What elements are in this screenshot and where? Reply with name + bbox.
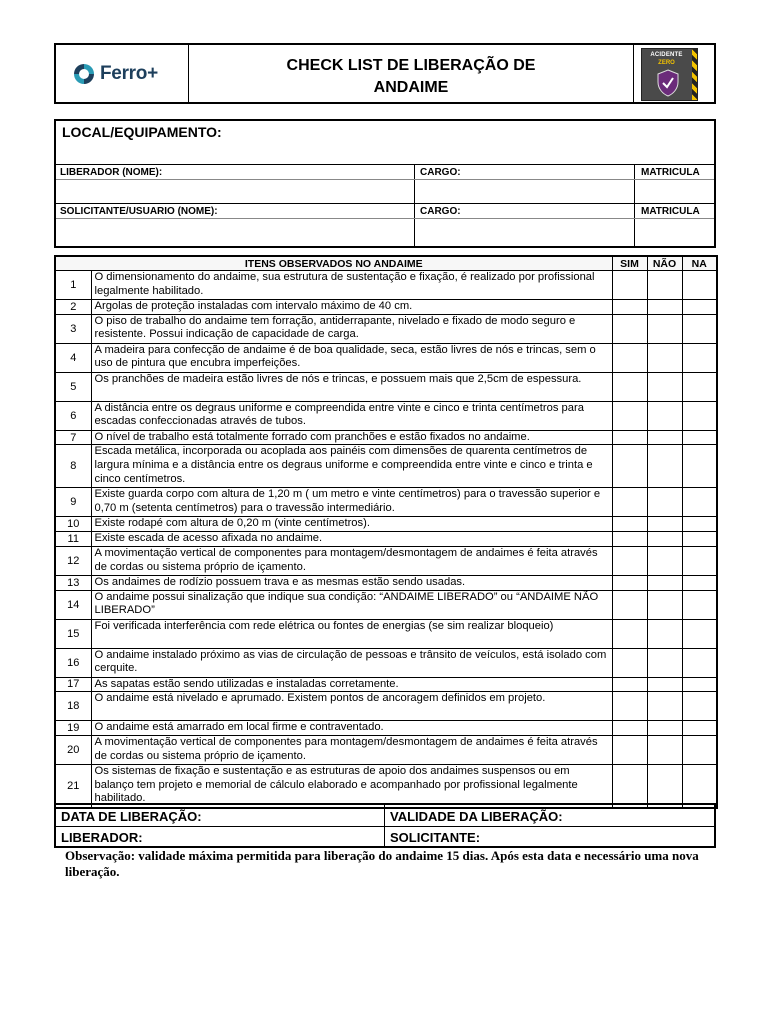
item-number: 19 [55, 721, 91, 736]
na-checkbox-cell[interactable] [682, 488, 717, 517]
item-number: 18 [55, 692, 91, 721]
table-row [55, 721, 717, 736]
item-description: A movimentação vertical de componentes para montagem/desmontagem de andaimes é feita através de cordas ou sistema próprio de içamento. [91, 546, 612, 575]
item-number: 6 [55, 401, 91, 430]
solicitante-name-label: SOLICITANTE/USUARIO (NOME): [60, 206, 218, 217]
matricula-label-1: MATRICULA [641, 167, 700, 178]
item-number: 13 [55, 575, 91, 590]
item-description: Os andaimes de rodízio possuem trava e as mesmas estão sendo usadas. [91, 575, 612, 590]
badge-text-1: ACIDENTE [650, 52, 683, 58]
local-label: LOCAL/EQUIPAMENTO: [62, 124, 222, 140]
table-header-row [55, 256, 717, 271]
nao-checkbox-cell[interactable] [647, 401, 682, 430]
table-row [55, 619, 717, 648]
company-logo [72, 62, 158, 86]
sim-checkbox-cell[interactable] [612, 619, 647, 648]
nao-checkbox-cell[interactable] [647, 575, 682, 590]
sim-header: SIM [612, 256, 647, 271]
table-row [55, 372, 717, 401]
item-number: 2 [55, 300, 91, 315]
nao-checkbox-cell[interactable] [647, 590, 682, 619]
na-checkbox-cell[interactable] [682, 343, 717, 372]
nao-checkbox-cell[interactable] [647, 372, 682, 401]
validade-liberacao-label: VALIDADE DA LIBERAÇÃO: [390, 809, 563, 824]
sim-checkbox-cell[interactable] [612, 300, 647, 315]
item-description: Existe guarda corpo com altura de 1,20 m ( um metro e vinte centímetros) para o travessão superior e 0,70 m (setenta centímetros) para o travessão intermediário. [91, 488, 612, 517]
sim-checkbox-cell[interactable] [612, 401, 647, 430]
na-checkbox-cell[interactable] [682, 590, 717, 619]
acidente-zero-badge [641, 48, 698, 101]
item-number: 4 [55, 343, 91, 372]
item-description: Os sistemas de fixação e sustentação e as estruturas de apoio dos andaimes suspensos ou em balanço tem projeto e memorial de cálculo elaborado e acompanhado por profissional legalmente habilitado. [91, 764, 612, 808]
na-checkbox-cell[interactable] [682, 546, 717, 575]
item-description: A madeira para confecção de andaime é de boa qualidade, seca, estão livres de nós e trincas, sem o uso de pintura que encubra imperfeições. [91, 343, 612, 372]
item-number: 15 [55, 619, 91, 648]
sim-checkbox-cell[interactable] [612, 575, 647, 590]
item-description: Os pranchões de madeira estão livres de nós e trincas, e possuem mais que 2,5cm de espessura. [91, 372, 612, 401]
divider [384, 805, 385, 846]
na-checkbox-cell[interactable] [682, 532, 717, 547]
title-line-1: CHECK LIST DE LIBERAÇÃO DE [286, 57, 536, 74]
table-row [55, 430, 717, 445]
na-checkbox-cell[interactable] [682, 764, 717, 808]
brand-name: Ferro+ [100, 63, 158, 84]
table-row [55, 300, 717, 315]
item-description: As sapatas estão sendo utilizadas e instaladas corretamente. [91, 677, 612, 692]
item-number: 12 [55, 546, 91, 575]
nao-checkbox-cell[interactable] [647, 692, 682, 721]
item-description: A distância entre os degraus uniforme e compreendida entre vinte e cinco e trinta centímetros para escadas confeccionadas através de tubos. [91, 401, 612, 430]
table-row [55, 314, 717, 343]
form-header [54, 43, 716, 104]
item-description: O andaime está amarrado em local firme e contraventado. [91, 721, 612, 736]
divider [414, 164, 415, 246]
hazard-stripe [692, 49, 697, 100]
nao-checkbox-cell[interactable] [647, 619, 682, 648]
nao-checkbox-cell[interactable] [647, 764, 682, 808]
na-checkbox-cell[interactable] [682, 735, 717, 764]
divider [56, 179, 714, 180]
nao-checkbox-cell[interactable] [647, 546, 682, 575]
na-checkbox-cell[interactable] [682, 648, 717, 677]
nao-checkbox-cell[interactable] [647, 430, 682, 445]
nao-checkbox-cell[interactable] [647, 314, 682, 343]
nao-checkbox-cell[interactable] [647, 532, 682, 547]
item-description: Existe rodapé com altura de 0,20 m (vinte centímetros). [91, 517, 612, 532]
sim-checkbox-cell[interactable] [612, 648, 647, 677]
sim-checkbox-cell[interactable] [612, 314, 647, 343]
item-description: O andaime possui sinalização que indique sua condição: “ANDAIME LIBERADO” ou “ANDAIME NÃO LIBERADO” [91, 590, 612, 619]
sim-checkbox-cell[interactable] [612, 372, 647, 401]
sim-checkbox-cell[interactable] [612, 692, 647, 721]
sim-checkbox-cell[interactable] [612, 764, 647, 808]
na-checkbox-cell[interactable] [682, 271, 717, 300]
item-description: O dimensionamento do andaime, sua estrutura de sustentação e fixação, é realizado por profissional legalmente habilitado. [91, 271, 612, 300]
matricula-label-2: MATRICULA [641, 206, 700, 217]
na-checkbox-cell[interactable] [682, 314, 717, 343]
table-row [55, 764, 717, 808]
nao-checkbox-cell[interactable] [647, 677, 682, 692]
item-description: O nível de trabalho está totalmente forrado com pranchões e estão fixados no andaime. [91, 430, 612, 445]
na-checkbox-cell[interactable] [682, 575, 717, 590]
sim-checkbox-cell[interactable] [612, 343, 647, 372]
item-description: Foi verificada interferência com rede elétrica ou fontes de energias (se sim realizar bloqueio) [91, 619, 612, 648]
badge-text-2: ZERO [658, 60, 675, 66]
liberador-name-label: LIBERADOR (NOME): [60, 167, 163, 178]
na-checkbox-cell[interactable] [682, 445, 717, 488]
sim-checkbox-cell[interactable] [612, 546, 647, 575]
release-block [54, 803, 716, 848]
nao-checkbox-cell[interactable] [647, 735, 682, 764]
table-row [55, 488, 717, 517]
item-number: 17 [55, 677, 91, 692]
badge-cell [633, 45, 714, 102]
item-description: A movimentação vertical de componentes para montagem/desmontagem de andaimes é feita através de cordas ou sistema próprio de içamento. [91, 735, 612, 764]
sim-checkbox-cell[interactable] [612, 271, 647, 300]
observation-note: Observação: validade máxima permitida para liberação do andaime 15 dias. Após esta data e necessário uma nova liberação. [65, 848, 699, 879]
items-header: ITENS OBSERVADOS NO ANDAIME [55, 256, 612, 271]
item-number: 3 [55, 314, 91, 343]
na-checkbox-cell[interactable] [682, 401, 717, 430]
nao-checkbox-cell[interactable] [647, 343, 682, 372]
table-row [55, 343, 717, 372]
na-header: NA [682, 256, 717, 271]
liberador-signature-label: LIBERADOR: [61, 830, 143, 845]
data-liberacao-label: DATA DE LIBERAÇÃO: [61, 809, 202, 824]
logo-cell [56, 45, 189, 102]
solicitante-signature-label: SOLICITANTE: [390, 830, 481, 845]
na-checkbox-cell[interactable] [682, 721, 717, 736]
table-row [55, 677, 717, 692]
sim-checkbox-cell[interactable] [612, 735, 647, 764]
divider [634, 164, 635, 246]
table-row [55, 692, 717, 721]
item-number: 21 [55, 764, 91, 808]
sim-checkbox-cell[interactable] [612, 721, 647, 736]
table-row [55, 532, 717, 547]
table-row [55, 546, 717, 575]
sim-checkbox-cell[interactable] [612, 532, 647, 547]
item-number: 7 [55, 430, 91, 445]
na-checkbox-cell[interactable] [682, 300, 717, 315]
item-number: 8 [55, 445, 91, 488]
na-checkbox-cell[interactable] [682, 692, 717, 721]
item-description: O andaime está nivelado e aprumado. Existem pontos de ancoragem definidos em projeto. [91, 692, 612, 721]
nao-checkbox-cell[interactable] [647, 271, 682, 300]
item-number: 5 [55, 372, 91, 401]
item-number: 9 [55, 488, 91, 517]
nao-checkbox-cell[interactable] [647, 721, 682, 736]
item-description: O andaime instalado próximo as vias de circulação de pessoas e trânsito de veículos, está isolado com cerquite. [91, 648, 612, 677]
sim-checkbox-cell[interactable] [612, 677, 647, 692]
nao-checkbox-cell[interactable] [647, 300, 682, 315]
na-checkbox-cell[interactable] [682, 517, 717, 532]
page-title [189, 55, 633, 99]
identification-block [54, 119, 716, 248]
sim-checkbox-cell[interactable] [612, 590, 647, 619]
sim-checkbox-cell[interactable] [612, 517, 647, 532]
nao-checkbox-cell[interactable] [647, 445, 682, 488]
sim-checkbox-cell[interactable] [612, 430, 647, 445]
nao-checkbox-cell[interactable] [647, 488, 682, 517]
table-row [55, 590, 717, 619]
item-number: 20 [55, 735, 91, 764]
na-checkbox-cell[interactable] [682, 372, 717, 401]
item-description: Argolas de proteção instaladas com intervalo máximo de 40 cm. [91, 300, 612, 315]
cargo-label-1: CARGO: [420, 167, 461, 178]
item-number: 1 [55, 271, 91, 300]
divider [56, 218, 714, 219]
divider [56, 203, 714, 204]
item-description: Escada metálica, incorporada ou acoplada aos painéis com dimensões de quarenta centímetros de largura mínima e a distância entre os degraus uniforme e compreendida entre vinte e cinco e trinta e cinco centímetros. [91, 445, 612, 488]
divider [56, 164, 714, 165]
ferro-logo-icon [72, 62, 96, 86]
table-row [55, 271, 717, 300]
item-number: 10 [55, 517, 91, 532]
cargo-label-2: CARGO: [420, 206, 461, 217]
shield-icon [656, 69, 680, 97]
na-checkbox-cell[interactable] [682, 430, 717, 445]
item-description: O piso de trabalho do andaime tem forração, antiderrapante, nivelado e fixado de modo seguro e resistente. Possui indicação de capacidade de carga. [91, 314, 612, 343]
table-row [55, 648, 717, 677]
table-row [55, 735, 717, 764]
table-row [55, 445, 717, 488]
item-description: Existe escada de acesso afixada no andaime. [91, 532, 612, 547]
sim-checkbox-cell[interactable] [612, 445, 647, 488]
table-row [55, 401, 717, 430]
na-checkbox-cell[interactable] [682, 619, 717, 648]
title-line-2: ANDAIME [373, 79, 449, 96]
nao-checkbox-cell[interactable] [647, 648, 682, 677]
checklist-table [54, 255, 718, 809]
divider [56, 826, 714, 827]
item-number: 16 [55, 648, 91, 677]
na-checkbox-cell[interactable] [682, 677, 717, 692]
item-number: 14 [55, 590, 91, 619]
nao-header: NÃO [647, 256, 682, 271]
sim-checkbox-cell[interactable] [612, 488, 647, 517]
item-number: 11 [55, 532, 91, 547]
table-row [55, 517, 717, 532]
table-row [55, 575, 717, 590]
nao-checkbox-cell[interactable] [647, 517, 682, 532]
